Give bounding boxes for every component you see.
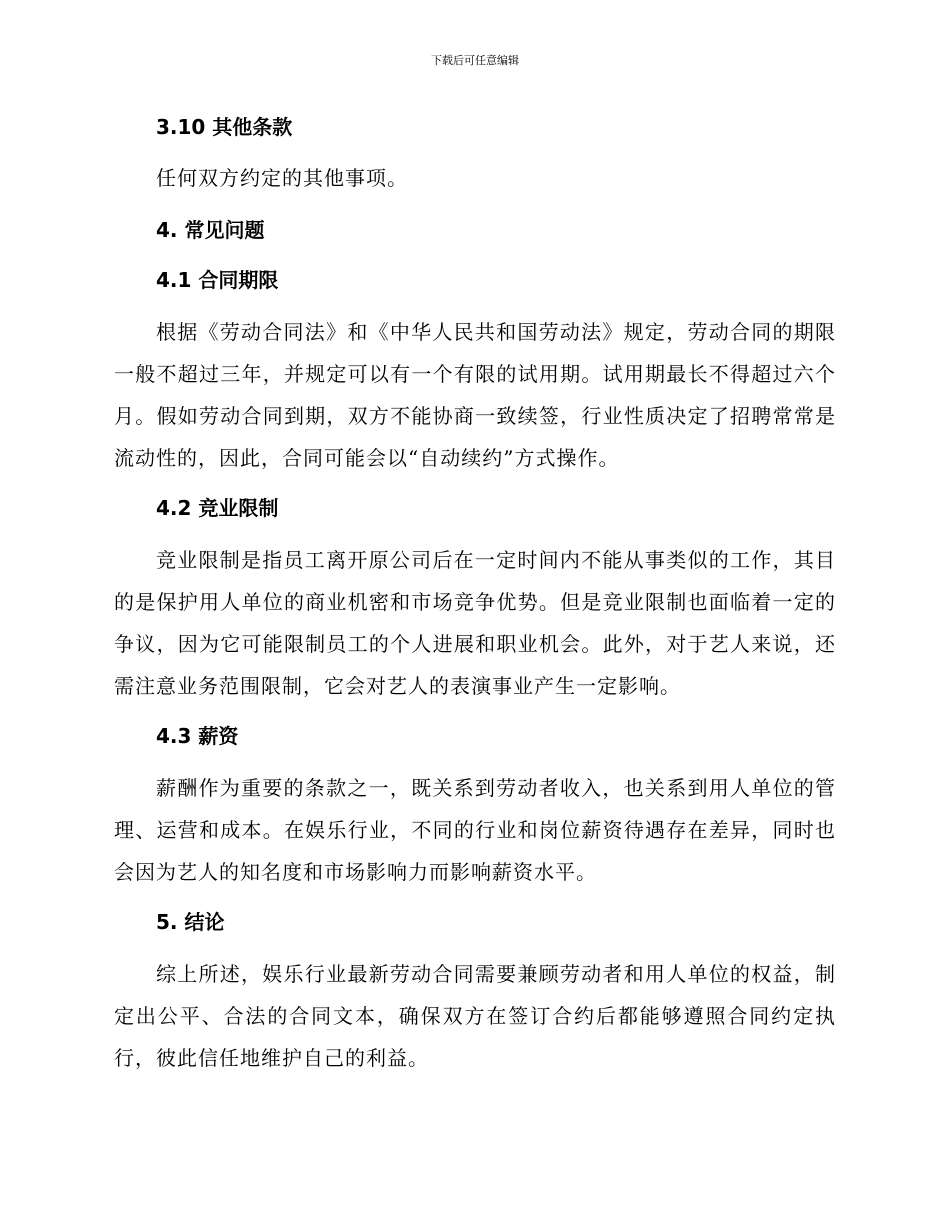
section-heading-4-3: 4.3 薪资 [156,724,239,748]
page-header: 下载后可任意编辑 [431,54,519,67]
section-heading-5: 5. 结论 [156,910,225,934]
section-body-4-1: 根据《劳动合同法》和《中华人民共和国劳动法》规定，劳动合同的期限一般不超过三年，并规定可以有一个有限的试用期。试用期最长不得超过六个月。假如劳动合同到期，双方不能协商一致续签，行业性质决定了招聘常常是流动性的，因此，合同可能会以“自动续约”方式操作。 [114,320,836,470]
section-heading-4-2: 4.2 竞业限制 [156,496,279,520]
section-body-4-2: 竞业限制是指员工离开原公司后在一定时间内不能从事类似的工作，其目的是保护用人单位的商业机密和市场竞争优势。但是竞业限制也面临着一定的争议，因为它可能限制员工的个人进展和职业机会。此外，对于艺人来说，还需注意业务范围限制，它会对艺人的表演事业产生一定影响。 [114,548,836,698]
section-body-3-10: 任何双方约定的其他事项。 [156,166,408,190]
section-heading-4: 4. 常见问题 [156,218,265,242]
document-body [114,108,836,1079]
section-heading-4-1: 4.1 合同期限 [156,268,279,292]
section-body-4-3: 薪酬作为重要的条款之一，既关系到劳动者收入，也关系到用人单位的管理、运营和成本。在娱乐行业，不同的行业和岗位薪资待遇存在差异，同时也会因为艺人的知名度和市场影响力而影响薪资水平。 [114,776,836,884]
section-heading-3-10: 3.10 其他条款 [156,115,293,139]
section-body-5: 综上所述，娱乐行业最新劳动合同需要兼顾劳动者和用人单位的权益，制定出公平、合法的合同文本，确保双方在签订合约后都能够遵照合同约定执行，彼此信任地维护自己的利益。 [114,962,836,1070]
